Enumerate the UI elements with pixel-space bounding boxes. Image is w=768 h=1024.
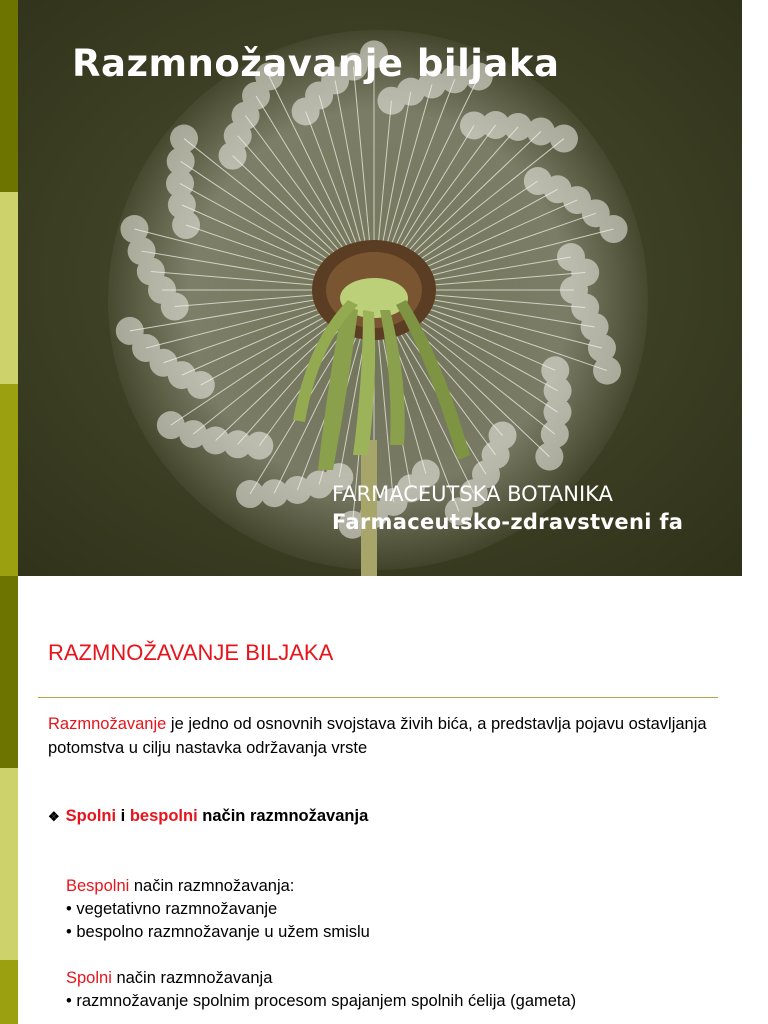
sexual-heading-rest: način razmnožavanja: [111, 969, 273, 987]
slide-title: Razmnožavanje biljaka: [72, 42, 560, 85]
slide-subtitle: [332, 480, 683, 536]
bullet-joiner: i: [116, 807, 130, 825]
heading-divider: [38, 697, 718, 698]
intro-text: je jedno od osnovnih svojstava živih bića, a predstavlja pojavu ostavljanja potomstva u cilju nastavka održavanja vrste: [48, 715, 707, 757]
stripe-segment: [0, 576, 18, 768]
diamond-bullet-icon: ❖: [48, 809, 60, 824]
asexual-heading-rest: način razmnožavanja:: [129, 877, 295, 895]
sexual-heading: [66, 967, 576, 990]
list-item: • vegetativno razmnožavanje: [66, 900, 278, 918]
intro-paragraph: [48, 712, 748, 760]
sexual-term: Spolni: [66, 969, 112, 987]
asexual-term: Bespolni: [66, 877, 130, 895]
stripe-segment: [0, 768, 18, 960]
bullet-word-asexual: bespolni: [129, 807, 198, 825]
bullet-rest: način razmnožavanja: [197, 807, 369, 825]
bullet-word-sexual: Spolni: [65, 807, 117, 825]
content-heading: RAZMNOŽAVANJE BILJAKA: [48, 640, 334, 665]
slide-gutter: [742, 0, 768, 576]
list-item: • bespolno razmnožavanje u užem smislu: [66, 923, 370, 941]
subtitle-line-2: Farmaceutsko-zdravstveni fa: [332, 510, 684, 534]
sexual-section: [66, 967, 576, 1013]
stripe-segment: [0, 0, 18, 192]
content-slide: [18, 576, 768, 1024]
stripe-segment: [0, 192, 18, 384]
list-item: • razmnožavanje spolnim procesom spajanjem spolnih ćelija (gameta): [66, 992, 577, 1010]
intro-term: Razmnožavanje: [48, 715, 167, 733]
asexual-heading: [66, 875, 370, 898]
subtitle-line-1: FARMACEUTSKA BOTANIKA: [332, 482, 613, 506]
asexual-section: [66, 875, 370, 944]
stripe-segment: [0, 960, 18, 1024]
stripe-segment: [0, 384, 18, 576]
title-slide: [18, 0, 742, 576]
main-bullet: [48, 807, 368, 826]
